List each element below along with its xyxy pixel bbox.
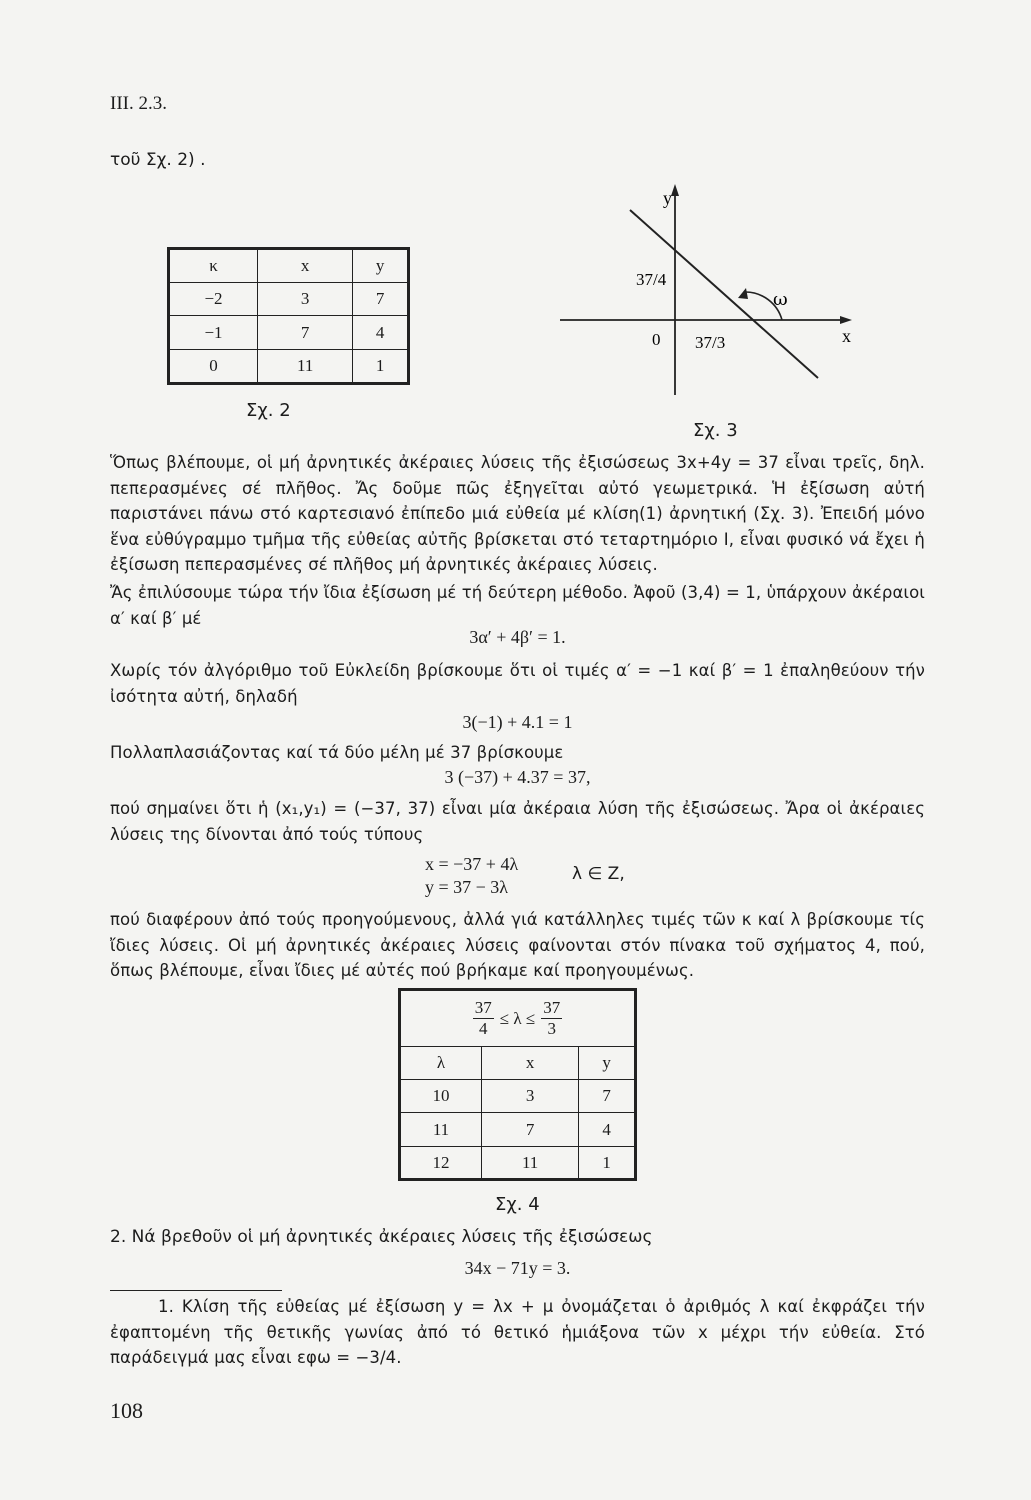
- table-header-cell: λ: [401, 1047, 482, 1080]
- table-row: [170, 283, 407, 316]
- paragraph-6: πού διαφέρουν ἀπό τούς προηγούμενους, ἀλλά γιά κατάλληλες τιμές τῶν κ καί λ βρίσκουμε τίς ἴδιες λύσεις. Οἱ μή ἀρνητικές ἀκέραιες λύσεις φαίνονται στόν πίνακα τοῦ σχήματος 4, πού, ὅπως βλέπουμε, εἶναι ἴδιες μέ αὐτές πού βρήκαμε καί προηγουμένως.: [110, 910, 925, 981]
- fraction-numerator: 37: [474, 998, 492, 1017]
- table-header-cell: x: [482, 1047, 579, 1080]
- equation-4a: x = −37 + 4λ: [425, 854, 519, 874]
- range-right-fraction: [541, 998, 562, 1039]
- paragraph-1: Ὅπως βλέπουμε, οἱ μή ἀρνητικές ἀκέραιες λύσεις τῆς ἐξισώσεως 3x+4y = 37 εἶναι τρεῖς, δηλ. πεπερασμένες σέ πλῆθος. Ἄς δοῦμε πῶς ἐξηγεῖται αὐτό γεωμετρικά. Ἡ ἐξίσωση αὐτή παριστάνει πάνω στό καρτεσιανό ἐπίπεδο μιά εὐθεία μέ κλίση(1) ἀρνητική (Σχ. 3). Ἐπειδή μόνο ἕνα εὐθύγραμμο τμῆμα τῆς εὐθείας αὐτῆς βρίσκεται στό τεταρτημόριο Ι, εἶναι φυσικό νά ἔχει ἡ ἐξίσωση πεπερασμένες σέ πλῆθος μή ἀρνητικές ἀκέραιες λύσεις.: [110, 453, 925, 575]
- x-axis-label: x: [842, 326, 851, 346]
- table-header-cell: x: [258, 250, 353, 283]
- table-row: [401, 1080, 634, 1113]
- x-intercept-label: 37/3: [695, 333, 726, 352]
- table-header-cell: y: [579, 1047, 634, 1080]
- footnote-rule: [110, 1290, 282, 1291]
- table-cell: 10: [401, 1080, 482, 1113]
- exercise-equation: 34x − 71y = 3.: [464, 1258, 571, 1278]
- table-cell: 11: [482, 1146, 579, 1179]
- table-header-cell: y: [353, 250, 407, 283]
- table-cell: 12: [401, 1146, 482, 1179]
- table-header-cell: κ: [170, 250, 258, 283]
- table-cell: 3: [482, 1080, 579, 1113]
- table-cell: −2: [170, 283, 258, 316]
- origin-label: 0: [652, 330, 661, 349]
- fraction-denominator: 3: [547, 1019, 556, 1038]
- fraction-numerator: 37: [543, 998, 561, 1017]
- angle-label: ω: [773, 289, 788, 310]
- table-row: [401, 1113, 634, 1146]
- table-cell: 1: [353, 349, 407, 382]
- intro-text: τοῦ Σχ. 2) .: [110, 150, 206, 170]
- range-left-fraction: [473, 998, 494, 1039]
- lambda-range-row: [401, 991, 634, 1047]
- table-fig2-frame: [167, 247, 410, 385]
- table-fig2: [170, 250, 407, 382]
- table-fig4-frame: [398, 988, 637, 1181]
- equation-4c: λ ∈ Z,: [572, 864, 625, 884]
- fraction-denominator: 4: [479, 1019, 488, 1038]
- footnote: 1. Κλίση τῆς εὐθείας μέ ἐξίσωση y = λx + μ ὀνομάζεται ὁ ἀριθμός λ καί ἐκφράζει τήν ἐφαπτομένη τῆς θετικῆς γωνίας ἀπό τό θετικό ἡμιάξονα τῶν x μέχρι τήν εὐθεία. Στό παράδειγμά μας εἶναι εφω = −3/4.: [110, 1297, 925, 1368]
- table-cell: 11: [401, 1113, 482, 1146]
- table-row: [170, 316, 407, 349]
- fig4-caption: Σχ. 4: [495, 1194, 540, 1215]
- equation-2: 3(−1) + 4.1 = 1: [462, 712, 573, 732]
- table-header-row: [401, 1047, 634, 1080]
- x-axis-arrow: [840, 316, 852, 324]
- table-cell: 4: [579, 1113, 634, 1146]
- y-axis-label: y: [663, 188, 672, 208]
- table-cell: 0: [170, 349, 258, 382]
- y-axis-arrow: [671, 184, 679, 196]
- table-cell: 7: [579, 1080, 634, 1113]
- table-row: [170, 349, 407, 382]
- exercise-text: 2. Νά βρεθοῦν οἱ μή ἀρνητικές ἀκέραιες λύσεις τῆς ἐξισώσεως: [110, 1227, 653, 1247]
- fig3-caption: Σχ. 3: [693, 420, 738, 441]
- table-cell: −1: [170, 316, 258, 349]
- paragraph-2: Ἄς ἐπιλύσουμε τώρα τήν ἴδια ἐξίσωση μέ τή δεύτερη μέθοδο. Ἀφοῦ (3,4) = 1, ὑπάρχουν ἀκέραιοι α′ καί β′ μέ: [110, 583, 925, 628]
- page-number: 108: [110, 1398, 143, 1423]
- table-cell: 7: [482, 1113, 579, 1146]
- table-cell: 4: [353, 316, 407, 349]
- solution-line: [630, 210, 818, 378]
- paragraph-5: πού σημαίνει ὅτι ἡ (x₁,y₁) = (−37, 37) εἶναι μία ἀκέραια λύση τῆς ἐξισώσεως. Ἄρα οἱ ἀκέραιες λύσεις της δίνονται ἀπό τούς τύπους: [110, 799, 925, 844]
- fig2-caption: Σχ. 2: [246, 400, 291, 421]
- equation-3: 3 (−37) + 4.37 = 37,: [444, 767, 591, 787]
- table-cell: 7: [353, 283, 407, 316]
- paragraph-3: Χωρίς τόν ἀλγόριθμο τοῦ Εὐκλείδη βρίσκουμε ὅτι οἱ τιμές α′ = −1 καί β′ = 1 ἐπαληθεύουν τήν ἰσότητα αὐτή, δηλαδή: [110, 661, 925, 706]
- fig3-diagram: [560, 180, 870, 400]
- section-number: ΙΙΙ. 2.3.: [110, 93, 167, 114]
- table-fig4: [401, 1047, 634, 1179]
- table-cell: 3: [258, 283, 353, 316]
- table-cell: 1: [579, 1146, 634, 1179]
- equation-1: 3α′ + 4β′ = 1.: [469, 627, 566, 647]
- angle-arc-arrow: [738, 288, 748, 299]
- table-cell: 11: [258, 349, 353, 382]
- table-cell: 7: [258, 316, 353, 349]
- range-inequality: ≤ λ ≤: [499, 1008, 536, 1028]
- table-row: [401, 1146, 634, 1179]
- y-intercept-label: 37/4: [636, 270, 667, 289]
- paragraph-4: Πολλαπλασιάζοντας καί τά δύο μέλη μέ 37 βρίσκουμε: [110, 743, 564, 762]
- equation-4b: y = 37 − 3λ: [425, 877, 509, 897]
- table-header-row: [170, 250, 407, 283]
